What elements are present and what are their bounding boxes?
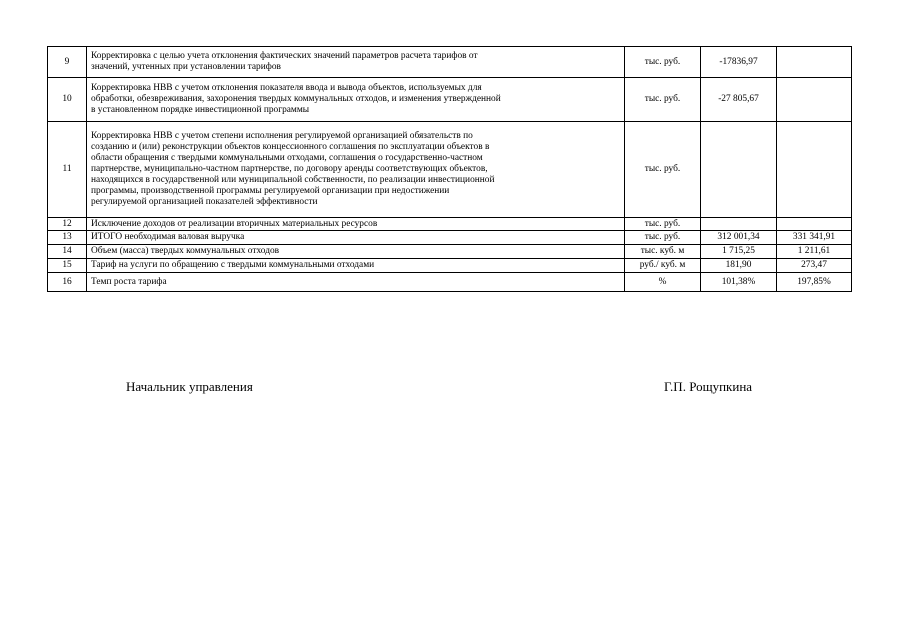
row-description [87,122,625,218]
row-number: 14 [48,245,87,259]
table-row [48,122,852,218]
row-description [87,259,625,273]
row-number: 13 [48,231,87,245]
row-number: 11 [48,122,87,218]
row-unit: тыс. куб. м [625,245,701,259]
table-row [48,47,852,78]
description-line: Корректировка с целью учета отклонения фактических значений параметров расчета тарифов от [91,51,478,61]
description-line: находящихся в государственной или муниципальной собственности, по реализации инвестиционной [91,175,495,185]
description-line: Тариф на услуги по обращению с твердыми коммунальными отходами [91,260,375,270]
description-line: Корректировка НВВ с учетом степени исполнения регулируемой организацией обязательств по [91,131,473,141]
table-row [48,259,852,273]
row-unit: тыс. руб. [625,231,701,245]
row-value-2 [777,218,852,231]
row-number: 16 [48,273,87,292]
table-row [48,231,852,245]
row-value-2 [777,78,852,122]
row-unit: тыс. руб. [625,47,701,78]
row-value-2 [777,122,852,218]
row-value-2: 1 211,61 [777,245,852,259]
table-row [48,78,852,122]
description-line: партнерстве, муниципально-частном партнерстве, по договору аренды соответствующих объектов, [91,164,488,174]
row-value-1: -27 805,67 [701,78,777,122]
row-value-1: 1 715,25 [701,245,777,259]
row-number: 15 [48,259,87,273]
row-value-2: 331 341,91 [777,231,852,245]
row-unit: тыс. руб. [625,122,701,218]
description-line: Исключение доходов от реализации вторичных материальных ресурсов [91,218,378,229]
row-unit: тыс. руб. [625,218,701,231]
description-line: области обращения с твердыми коммунальными отходами, соглашения о государственно-частном [91,153,483,163]
description-line: Корректировка НВВ с учетом отклонения показателя ввода и вывода объектов, используемых для [91,83,482,93]
table-row [48,245,852,259]
signature-name: Г.П. Рощупкина [664,379,753,394]
description-line: Объем (масса) твердых коммунальных отходов [91,246,280,256]
row-number: 10 [48,78,87,122]
description-line: программы, производственной программы регулируемой организации при недостижении [91,186,450,196]
row-value-1: -17836,97 [701,47,777,78]
description-line: обработки, обезвреживания, захоронения твердых коммунальных отходов, и изменения утвержденной [91,94,501,104]
row-value-2 [777,47,852,78]
row-description [87,245,625,259]
row-number: 9 [48,47,87,78]
row-description [87,78,625,122]
tariff-table [47,46,852,292]
description-line: регулируемой организацией показателей эффективности [91,197,318,207]
row-value-2: 197,85% [777,273,852,292]
row-value-1: 181,90 [701,259,777,273]
description-line: ИТОГО необходимая валовая выручка [91,232,245,242]
row-unit: % [625,273,701,292]
description-line: значений, учтенных при установлении тарифов [91,62,281,72]
row-description [87,273,625,292]
description-line: созданию и (или) реконструкции объектов концессионного соглашения по эксплуатации объектов в [91,142,490,152]
row-description [87,218,625,231]
row-value-1: 101,38% [701,273,777,292]
row-number: 12 [48,218,87,231]
table-row [48,273,852,292]
row-description [87,47,625,78]
row-description [87,231,625,245]
table-body [48,47,852,292]
row-unit: руб./ куб. м [625,259,701,273]
row-value-1 [701,218,777,231]
row-unit: тыс. руб. [625,78,701,122]
table-row [48,218,852,231]
row-value-2: 273,47 [777,259,852,273]
description-line: в установленном порядке инвестиционной программы [91,105,310,115]
signature-title: Начальник управления [126,379,253,394]
row-value-1: 312 001,34 [701,231,777,245]
row-value-1 [701,122,777,218]
description-line: Темп роста тарифа [91,276,167,287]
